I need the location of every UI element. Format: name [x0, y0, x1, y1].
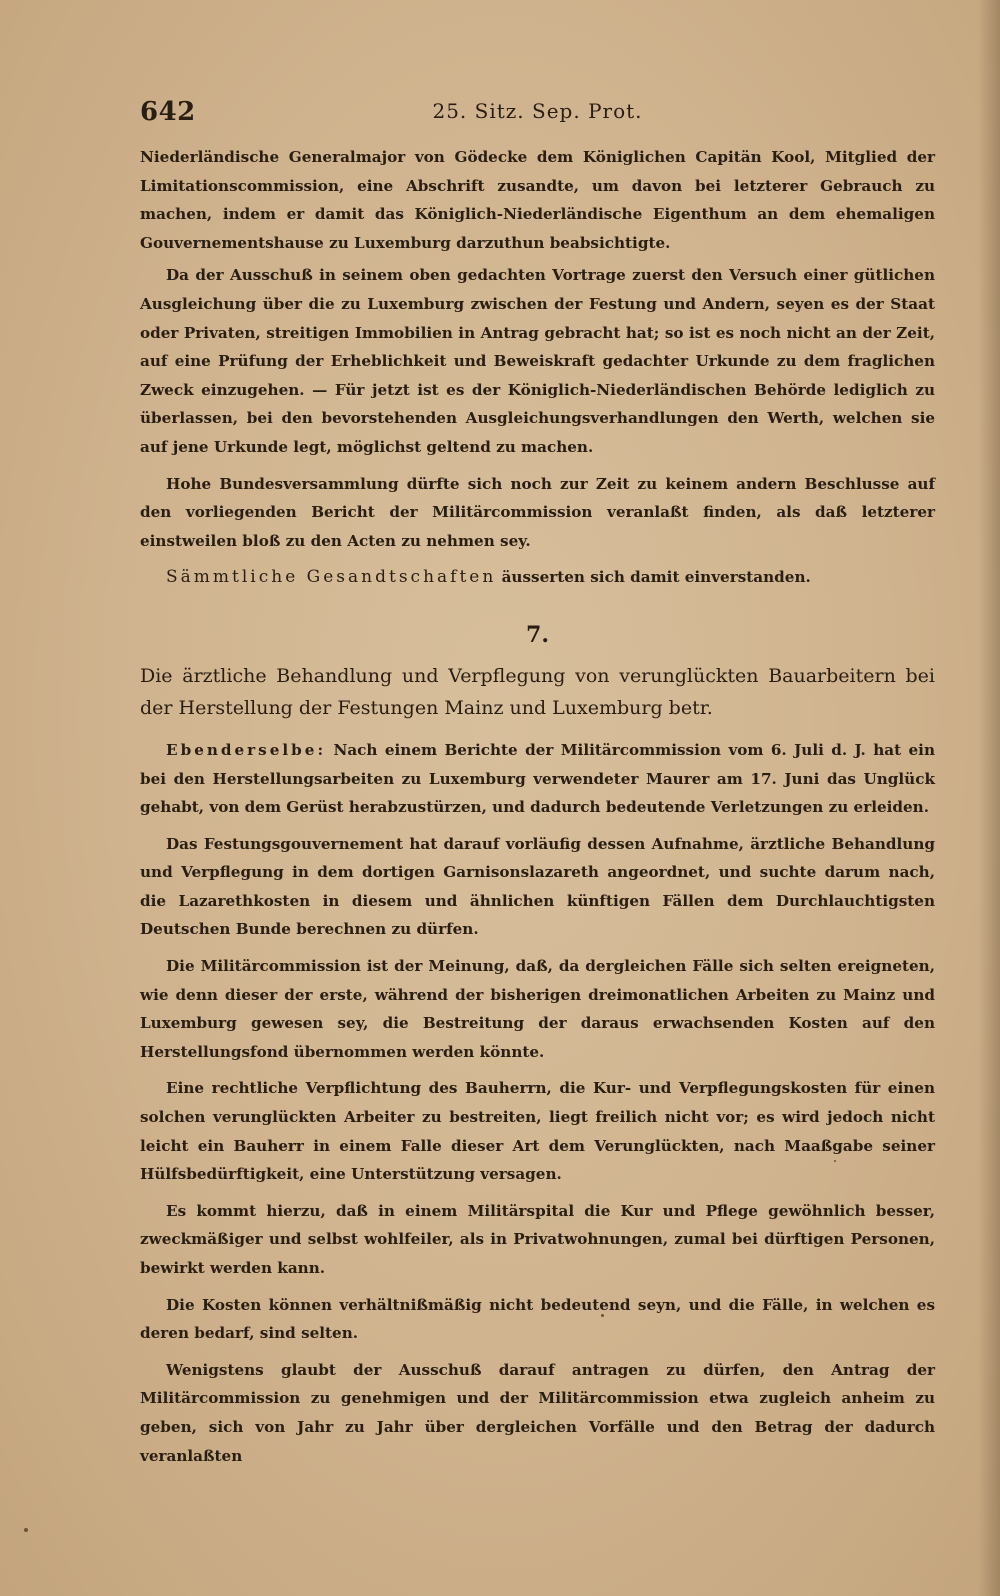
agreement-line — [140, 563, 935, 592]
agreement-rest: äusserten sich damit einverstanden. — [501, 568, 811, 587]
paper-speck — [834, 1160, 836, 1162]
paragraph-kosten: Die Kosten können verhältnißmäßig nicht bedeutend seyn, und die Fälle, in welchen es deren bedarf, sind selten. — [140, 1295, 935, 1343]
agreement-subject: Sämmtliche Gesandtschaften — [166, 567, 497, 588]
page-content — [140, 95, 935, 1478]
paper-speck — [24, 1528, 28, 1532]
section-title: Die ärztliche Behandlung und Verpflegung von verunglückten Bauarbeitern bei der Herstellung der Festungen Mainz und Luxemburg betr. — [140, 664, 935, 719]
paragraph-verpflichtung: Eine rechtliche Verpflichtung des Bauherrn, die Kur- und Verpflegungskosten für einen solchen verunglückten Arbeiter zu bestreiten, liegt freilich nicht vor; es wird jedoch nicht leicht ein Bauherr in einem Falle dieser Art dem Verunglückten, nach Maaßgabe seiner Hülfsbedürftigkeit, eine Unterstützung versagen. — [140, 1079, 935, 1184]
page-header — [140, 95, 935, 135]
paragraph-continuation: Niederländische Generalmajor von Gödecke dem Königlichen Capitän Kool, Mitglied der Limitationscommission, eine Abschrift zusandte, um davon bei letzterer Gebrauch zu machen, indem er damit das Königlich-Niederländische Eigenthum an dem ehemaligen Gouvernementshause zu Luxemburg darzuthun beabsichtigte. — [140, 148, 935, 252]
paragraph-festungsgouvernement: Das Festungsgouvernement hat darauf vorläufig dessen Aufnahme, ärztliche Behandlung und Verpflegung in dem dortigen Garnisonslazareth angeordnet, und suchte darum nach, die Lazarethkosten in diesem und ähnlichen künftigen Fällen dem Durchlauchtigsten Deutschen Bunde berechnen zu dürfen. — [140, 834, 935, 939]
paragraph-antrag: Wenigstens glaubt der Ausschuß darauf antragen zu dürfen, den Antrag der Militärcommission zu genehmigen und der Militärcommission etwa zugleich anheim zu geben, sich von Jahr zu Jahr über dergleichen Vorfälle und den Betrag der dadurch veranlaßten — [140, 1360, 935, 1465]
section-number: 7. — [526, 621, 549, 648]
paragraph-bundesversammlung: Hohe Bundesversammlung dürfte sich noch zur Zeit zu keinem andern Beschlusse auf den vorliegenden Bericht der Militärcommission veranlaßt finden, als daß letzterer einstweilen bloß zu den Acten zu nehmen sey. — [140, 474, 935, 550]
intro-lead: Ebenderselbe: — [166, 740, 327, 759]
paragraph-militaerspital: Es kommt hierzu, daß in einem Militärspital die Kur und Pflege gewöhnlich besser, zweckmäßiger und selbst wohlfeiler, als in Privatwohnungen, zumal bei dürftigen Personen, bewirkt werden kann. — [140, 1201, 935, 1277]
page-number: 642 — [140, 97, 196, 127]
paper-speck — [601, 1314, 604, 1317]
running-head: 25. Sitz. Sep. Prot. — [432, 99, 643, 123]
intro-text: Nach einem Berichte der Militärcommission vom 6. Juli d. J. hat ein bei den Herstellungsarbeiten zu Luxemburg verwendeter Maurer am 17. Juni das Unglück gehabt, von dem Gerüst herabzustürzen, und dadurch bedeutende Verletzungen zu erleiden. — [140, 740, 935, 817]
paragraph-militaercommission: Die Militärcommission ist der Meinung, daß, da dergleichen Fälle sich selten ereigneten, wie denn dieser der erste, während der bisherigen dreimonatlichen Arbeiten zu Mainz und Luxemburg gewesen sey, die Bestreitung der daraus erwachsenden Kosten auf den Herstellungsfond übernommen werden könnte. — [140, 957, 935, 1061]
paragraph-intro — [140, 736, 935, 822]
paragraph-ausschuss: Da der Ausschuß in seinem oben gedachten Vortrage zuerst den Versuch einer gütlichen Ausgleichung über die zu Luxemburg zwischen der Festung und Andern, seyen es der Staat oder Privaten, streitigen Immobilien in Antrag gebracht hat; so ist es noch nicht an der Zeit, auf eine Prüfung der Erheblichkeit und Beweiskraft gedachter Urkunde zu dem fraglichen Zweck einzugehen. — Für jetzt ist es der Königlich-Niederländischen Behörde lediglich zu überlassen, bei den bevorstehenden Ausgleichungsverhandlungen den Werth, welchen sie auf jene Urkunde legt, möglichst geltend zu machen. — [140, 266, 935, 456]
page-edge-shadow — [978, 0, 1000, 1596]
